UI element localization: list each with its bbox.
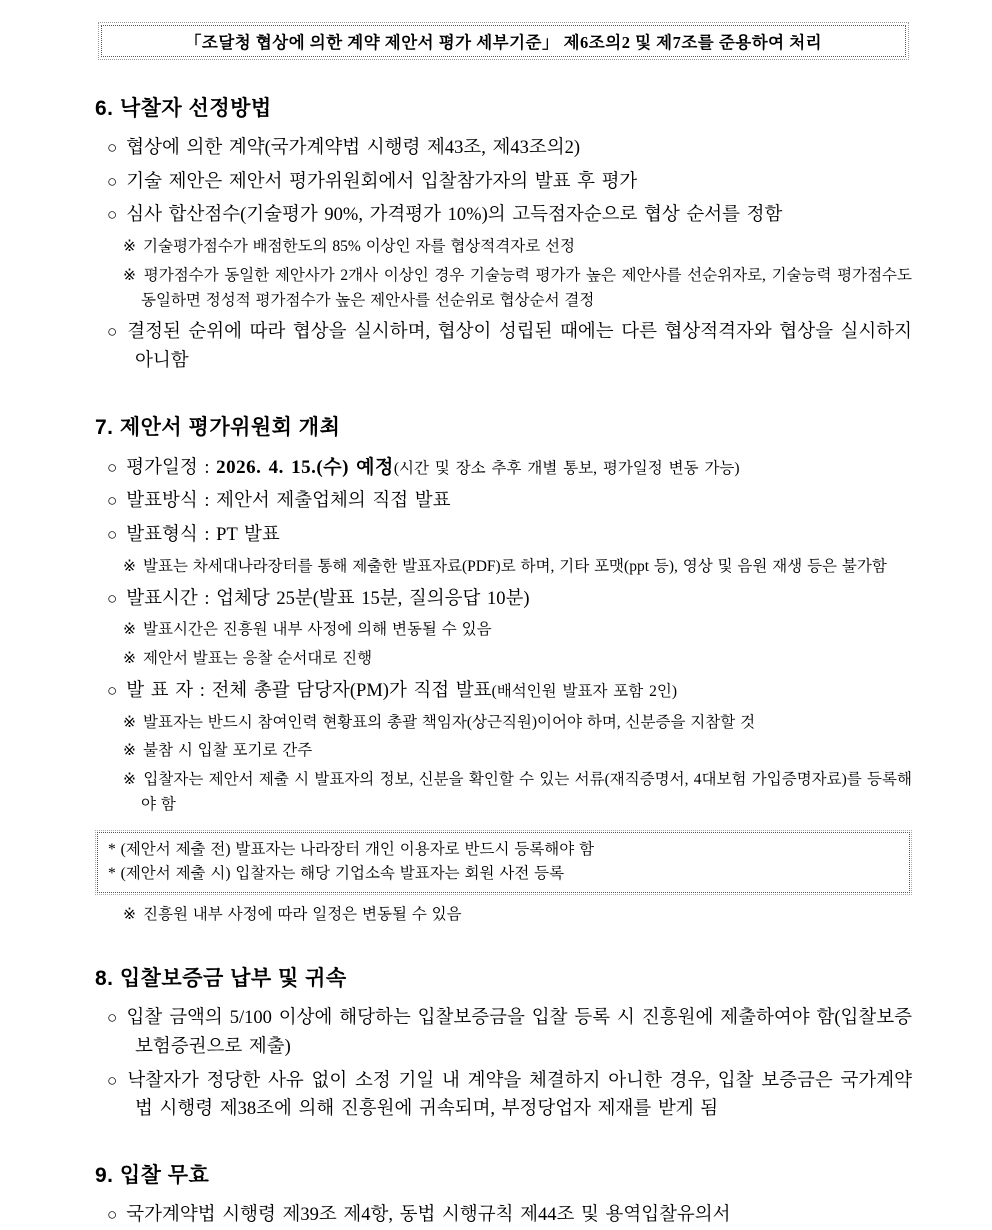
- presenter-text: 발 표 자 : 전체 총괄 담당자(PM)가 직접 발표: [126, 680, 492, 701]
- reference-note-text: 「조달청 협상에 의한 계약 제안서 평가 세부기준」 제6조의2 및 제7조를 준용하여 처리: [184, 33, 823, 52]
- sec7-note-3: [95, 647, 912, 672]
- sec7-note-7-text: 진흥원 내부 사정에 따라 일정은 변동될 수 있음: [143, 905, 462, 923]
- sec6-bullet-3: [95, 201, 912, 230]
- sec7-bullet-format: [95, 521, 912, 550]
- reference-mark: ※: [123, 621, 136, 639]
- sec6-bullet-1: [95, 134, 912, 163]
- reference-mark: ※: [123, 650, 136, 668]
- sec7-bullet-method-text: 발표방식 : 제안서 제출업체의 직접 발표: [126, 491, 451, 512]
- section-7-title: 7. 제안서 평가위원회 개최: [95, 415, 341, 439]
- sec8-bullet-1: [95, 1004, 912, 1061]
- section-8-title: 8. 입찰보증금 납부 및 귀속: [95, 967, 347, 991]
- circle-bullet-marker: ○: [107, 205, 118, 225]
- sec7-bullet-schedule: [95, 453, 912, 483]
- sec7-note-3-text: 제안서 발표는 응찰 순서대로 진행: [143, 650, 373, 668]
- schedule-remark: (시간 및 장소 추후 개별 통보, 평가일정 변동 가능): [393, 459, 740, 477]
- sec9-bullet-1: [95, 1201, 912, 1230]
- sec7-note-5-text: 불참 시 입찰 포기로 간주: [143, 742, 313, 760]
- sec7-note-6-text: 입찰자는 제안서 제출 시 발표자의 정보, 신분을 확인할 수 있는 서류(재직증명서, 4대보험 가입증명자료)를 등록해야 함: [141, 771, 912, 813]
- circle-bullet-marker: ○: [107, 1008, 118, 1028]
- reference-mark: ※: [123, 266, 137, 284]
- sec7-note-2-text: 발표시간은 진흥원 내부 사정에 의해 변동될 수 있음: [143, 621, 492, 639]
- circle-bullet-marker: ○: [107, 588, 118, 608]
- sec7-note-6: [95, 768, 912, 818]
- circle-bullet-marker: ○: [107, 1070, 119, 1090]
- sec8-bullet-2-text: 낙찰자가 정당한 사유 없이 소정 기일 내 계약을 체결하지 아니한 경우, 입찰 보증금은 국가계약법 시행령 제38조에 의해 진흥원에 귀속되며, 부정당업자 제재를 받게 됨: [127, 1070, 912, 1120]
- sec6-note-1: [95, 235, 912, 260]
- reference-mark: ※: [123, 771, 137, 789]
- sec7-note-7: [95, 903, 912, 928]
- sec6-note-1-text: 기술평가점수가 배점한도의 85% 이상인 자를 협상적격자로 선정: [143, 238, 575, 256]
- sec7-note-1: [95, 555, 912, 580]
- sec8-bullet-2: [95, 1067, 912, 1124]
- sec6-bullet-3-text: 심사 합산점수(기술평가 90%, 가격평가 10%)의 고득점자순으로 협상 순서를 정함: [126, 205, 783, 226]
- sec6-note-2: [95, 264, 912, 314]
- sec7-note-5: [95, 739, 912, 764]
- sec6-bullet-4: [95, 318, 912, 375]
- sec6-note-2-text: 평가점수가 동일한 제안사가 2개사 이상인 경우 기술능력 평가가 높은 제안사를 선순위자로, 기술능력 평가점수도 동일하면 정성적 평가점수가 높은 제안사를 선순위로 협상순서 결정: [141, 266, 912, 309]
- reference-mark: ※: [123, 557, 136, 575]
- notice-line-2: * (제안서 제출 시) 입찰자는 해당 기업소속 발표자는 회원 사전 등록: [108, 865, 565, 883]
- reference-mark: ※: [123, 742, 136, 760]
- circle-bullet-marker: ○: [107, 491, 118, 511]
- circle-bullet-marker: ○: [107, 1205, 118, 1225]
- reference-mark: ※: [123, 238, 136, 256]
- reference-mark: ※: [123, 713, 136, 731]
- reference-note-box: [101, 25, 906, 57]
- sec7-bullet-format-text: 발표형식 : PT 발표: [126, 525, 280, 546]
- sec8-bullet-1-text: 입찰 금액의 5/100 이상에 해당하는 입찰보증금을 입찰 등록 시 진흥원에 제출하여야 함(입찰보증보험증권으로 제출): [126, 1008, 912, 1058]
- section-6-title: 6. 낙찰자 선정방법: [95, 97, 272, 120]
- sec6-bullet-4-text: 결정된 순위에 따라 협상을 실시하며, 협상이 성립된 때에는 다른 협상적격자와 협상을 실시하지 아니함: [127, 322, 912, 372]
- evaluation-date: 2026. 4. 15.(수) 예정: [216, 456, 394, 478]
- sec7-note-2: [95, 618, 912, 643]
- sec7-note-4-text: 발표자는 반드시 참여인력 현황표의 총괄 책임자(상근직원)이어야 하며, 신분증을 지참할 것: [143, 713, 756, 731]
- sec7-note-4: [95, 711, 912, 736]
- circle-bullet-marker: ○: [107, 680, 118, 700]
- notice-line-1: * (제안서 제출 전) 발표자는 나라장터 개인 이용자로 반드시 등록해야 함: [108, 840, 595, 858]
- circle-bullet-marker: ○: [107, 138, 118, 157]
- circle-bullet-marker: ○: [107, 457, 118, 477]
- sec6-bullet-2-text: 기술 제안은 제안서 평가위원회에서 입찰참가자의 발표 후 평가: [126, 171, 638, 192]
- sec7-note-1-text: 발표는 차세대나라장터를 통해 제출한 발표자료(PDF)로 하며, 기타 포맷(ppt 등), 영상 및 음원 재생 등은 불가함: [143, 557, 887, 575]
- schedule-label: 평가일정 :: [126, 457, 217, 478]
- section-9-title: 9. 입찰 무효: [95, 1164, 210, 1188]
- circle-bullet-marker: ○: [107, 525, 118, 545]
- sec7-bullet-presenter: [95, 677, 912, 706]
- reference-mark: ※: [123, 905, 136, 923]
- sec6-bullet-2: [95, 168, 912, 197]
- sec6-bullet-1-text: 협상에 의한 계약(국가계약법 시행령 제43조, 제43조의2): [126, 138, 581, 158]
- circle-bullet-marker: ○: [107, 171, 118, 191]
- sec7-bullet-method: [95, 487, 912, 516]
- circle-bullet-marker: ○: [107, 322, 119, 342]
- sec7-bullet-time-text: 발표시간 : 업체당 25분(발표 15분, 질의응답 10분): [126, 588, 530, 609]
- presenter-remark: (배석인원 발표자 포함 2인): [491, 682, 677, 700]
- registration-notice-box: [97, 832, 910, 893]
- sec9-bullet-1-text: 국가계약법 시행령 제39조 제4항, 동법 시행규칙 제44조 및 용역입찰유의서: [126, 1205, 731, 1226]
- sec7-bullet-time: [95, 585, 912, 614]
